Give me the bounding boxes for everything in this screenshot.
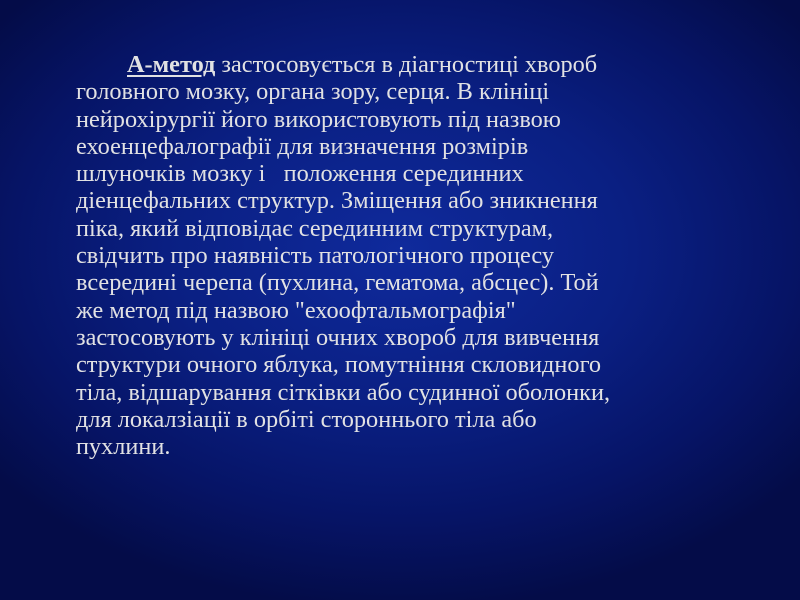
text-line: структури очного яблука, помутніння скловидного bbox=[76, 351, 602, 379]
text-line: діенцефальних структур. Зміщення або зникнення bbox=[76, 187, 598, 215]
text-line: свідчить про наявність патологічного процесу bbox=[76, 242, 555, 270]
text-line bbox=[76, 51, 738, 78]
text-line: для локалзіації в орбіті стороннього тіла або bbox=[76, 405, 537, 433]
text-line: тіла, відшарування сітківки або судинної оболонки, bbox=[76, 378, 611, 406]
text-line: шлуночків мозку і положення серединних bbox=[76, 160, 524, 188]
text-line: головного мозку, органа зору, серця. В клініці bbox=[76, 78, 550, 106]
text-line-content: застосовується в діагностиці хвороб bbox=[215, 51, 598, 78]
text-line: ехоенцефалографії для визначення розмірів bbox=[76, 132, 529, 160]
text-line: пухлини. bbox=[76, 433, 171, 461]
text-line: же метод під назвою "ехоофтальмографія" bbox=[76, 296, 516, 324]
text-line: нейрохірургії його використовують під назвою bbox=[76, 105, 561, 133]
method-term: А-метод bbox=[127, 51, 216, 78]
text-line: всередині черепа (пухлина, гематома, абсцес). Той bbox=[76, 269, 599, 297]
text-line: застосовують у клініці очних хвороб для вивчення bbox=[76, 323, 600, 351]
text-line: піка, який відповідає серединним структурам, bbox=[76, 214, 554, 242]
slide-body-text bbox=[76, 51, 738, 460]
